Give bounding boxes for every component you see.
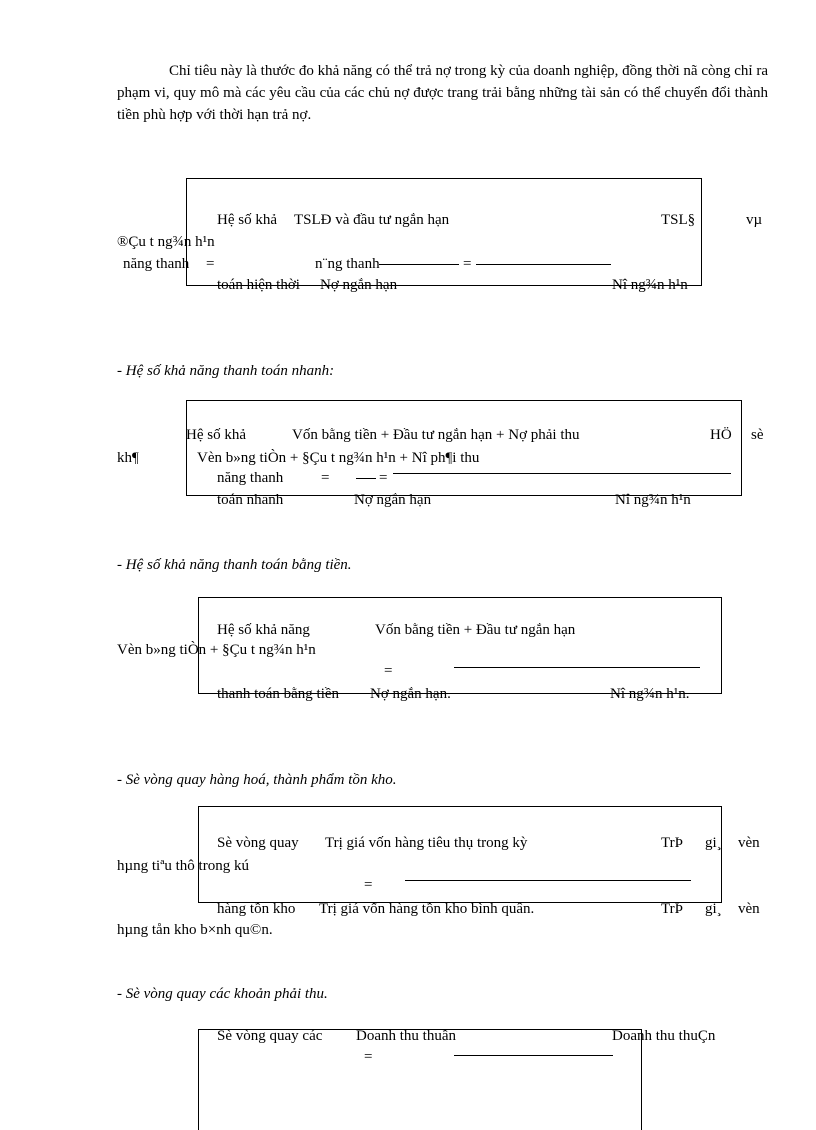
f1-equals-1: =: [206, 256, 215, 272]
f1-alt-numerator-2: vµ: [746, 212, 763, 228]
formula-box-inventory-turnover: [198, 806, 722, 903]
f3-equals: =: [384, 663, 393, 679]
f1-label-1: Hệ số khả: [217, 212, 277, 228]
f5-fraction-bar: [454, 1055, 613, 1056]
f2-equals-1: =: [321, 470, 330, 486]
f5-label-1: Sè vòng quay các: [217, 1028, 323, 1044]
f2-denominator: Nợ ngắn hạn: [354, 492, 432, 508]
formula-box-current-ratio: [186, 178, 702, 286]
f1-label-3: toán hiện thời: [217, 277, 300, 293]
f1-numerator: TSLĐ và đầu tư ngắn hạn: [294, 212, 450, 228]
f2-numerator: Vốn bằng tiền + Đầu tư ngắn hạn + Nợ phải thu: [292, 427, 580, 443]
f1-label-2: năng thanh: [123, 256, 190, 272]
f4-label-1: Sè vòng quay: [217, 835, 299, 851]
f2-label-1: Hệ số khả: [186, 427, 246, 443]
f3-alt-numerator: Vèn b»ng tiÒn + §Çu t ng¾n h¹n: [117, 642, 316, 658]
f1-fraction-bar-1: [379, 264, 459, 265]
f4-alt-numerator-1: TrÞ: [661, 835, 683, 851]
f2-fraction-bar-2: [393, 473, 731, 474]
f3-label-2: thanh toán bằng tiền: [217, 686, 340, 702]
f2-alt-numerator: Vèn b»ng tiÒn + §Çu t ng¾n h¹n + Nî ph¶i thu: [197, 450, 480, 466]
f4-alt-denominator-1: TrÞ: [661, 901, 683, 917]
f3-label-1: Hệ số khả năng: [217, 622, 310, 638]
intro-paragraph: [117, 60, 768, 126]
f3-numerator: Vốn bằng tiền + Đầu tư ngắn hạn: [375, 622, 576, 638]
f4-alt-numerator-2: gi¸: [705, 835, 722, 851]
f1-alt-denominator: Nî ng¾n h¹n: [612, 277, 688, 293]
f4-alt-denominator-2: gi¸: [705, 901, 722, 917]
heading-quick-ratio: - Hệ số khả năng thanh toán nhanh:: [117, 363, 335, 379]
f3-denominator: Nợ ngắn hạn.: [370, 686, 451, 702]
f1-alt-numerator-3: ®Çu t ng¾n h¹n: [117, 234, 215, 250]
f1-alt-label: n¨ng thanh: [315, 256, 380, 272]
f4-fraction-bar: [405, 880, 691, 881]
f4-label-2: hàng tồn kho: [217, 901, 296, 917]
f5-numerator: Doanh thu thuần: [356, 1028, 456, 1044]
f4-alt-numerator-3: vèn: [738, 835, 760, 851]
f3-fraction-bar: [454, 667, 700, 668]
f3-alt-denominator: Nî ng¾n h¹n.: [610, 686, 690, 702]
f4-equals: =: [364, 877, 373, 893]
f2-alt-label-3: kh¶: [117, 450, 139, 466]
f4-alt-denominator-3: vèn: [738, 901, 760, 917]
f5-alt-numerator: Doanh thu thuÇn: [612, 1028, 716, 1044]
f4-denominator: Trị giá vốn hàng tồn kho bình quân.: [319, 901, 535, 917]
f1-alt-numerator-1: TSL§: [661, 212, 696, 228]
f2-alt-label-1: HÖ: [710, 427, 732, 443]
f1-equals-2: =: [463, 256, 472, 272]
f4-alt-numerator-4: hµng tiªu thô trong kú: [117, 858, 249, 874]
intro-text: Chỉ tiêu này là thước đo khả năng có thể trả nợ trong kỳ của doanh nghiệp, đồng thời nã còng chỉ ra phạm vi, quy mô mà các yêu cầu của các chủ nợ được trang trải bằng những tài sản có thể chuyển đổi thành tiền phù hợp với thời hạn trả nợ.: [117, 63, 768, 123]
f2-label-3: toán nhanh: [217, 492, 284, 508]
heading-inventory-turnover: - Sè vòng quay hàng hoá, thành phẩm tồn kho.: [117, 772, 397, 788]
f2-fraction-bar-1: [356, 478, 376, 479]
f2-equals-2: =: [379, 470, 388, 486]
f1-fraction-bar-2: [476, 264, 611, 265]
f4-alt-denominator-4: hµng tån kho b×nh qu©n.: [117, 922, 273, 938]
heading-cash-ratio: - Hệ số khả năng thanh toán bằng tiền.: [117, 557, 352, 573]
f2-alt-denominator: Nî ng¾n h¹n: [615, 492, 691, 508]
f1-denominator: Nợ ngắn hạn: [320, 277, 398, 293]
f2-alt-label-2: sè: [751, 427, 764, 443]
f2-label-2: năng thanh: [217, 470, 284, 486]
heading-receivables-turnover: - Sè vòng quay các khoản phải thu.: [117, 986, 328, 1002]
f4-numerator: Trị giá vốn hàng tiêu thụ trong kỳ: [325, 835, 528, 851]
f5-equals: =: [364, 1049, 373, 1065]
